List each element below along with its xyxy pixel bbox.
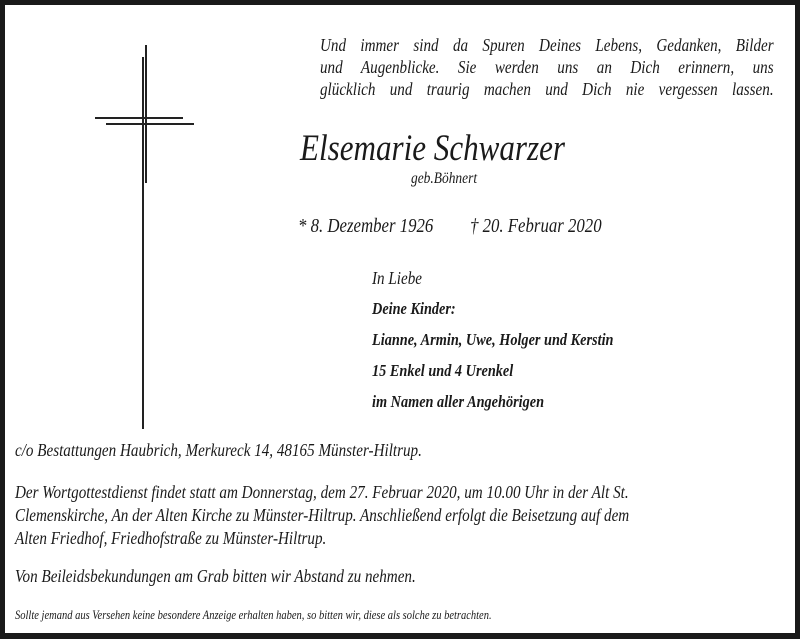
quote-line: und Augenblicke. Sie werden uns an Dich erinnern, uns xyxy=(320,57,774,77)
mourners-line: Lianne, Armin, Uwe, Holger und Kerstin xyxy=(372,330,614,349)
condolence-note: Von Beileidsbekundungen am Grab bitten wir Abstand zu nehmen. xyxy=(15,566,416,586)
mourners-line: im Namen aller Angehörigen xyxy=(372,392,545,411)
mourners-line: 15 Enkel und 4 Urenkel xyxy=(372,361,514,380)
service-line: Der Wortgottestdienst findet statt am Donnerstag, dem 27. Februar 2020, um 10.00 Uhr in der Alt St. xyxy=(15,482,629,502)
mourners-line: Deine Kinder: xyxy=(372,299,456,318)
deceased-name: Elsemarie Schwarzer xyxy=(300,128,566,169)
maiden-name: geb.Böhnert xyxy=(411,170,478,187)
death-date: † 20. Februar 2020 xyxy=(470,215,602,237)
quote-line: glücklich und traurig machen und Dich nie vergessen lassen. xyxy=(320,79,774,99)
funeral-home-address: c/o Bestattungen Haubrich, Merkureck 14, 48165 Münster-Hiltrup. xyxy=(15,440,422,460)
footer-note: Sollte jemand aus Versehen keine besondere Anzeige erhalten haben, so bitten wir, diese als solche zu betrachten. xyxy=(15,608,492,622)
service-line: Clemenskirche, An der Alten Kirche zu Münster-Hiltrup. Anschließend erfolgt die Beisetzung auf dem xyxy=(15,505,630,525)
birth-date: * 8. Dezember 1926 xyxy=(298,215,434,237)
service-line: Alten Friedhof, Friedhofstraße zu Münster-Hiltrup. xyxy=(15,528,327,548)
quote-line: Und immer sind da Spuren Deines Lebens, Gedanken, Bilder xyxy=(320,35,774,55)
mourners-intro: In Liebe xyxy=(372,268,422,288)
